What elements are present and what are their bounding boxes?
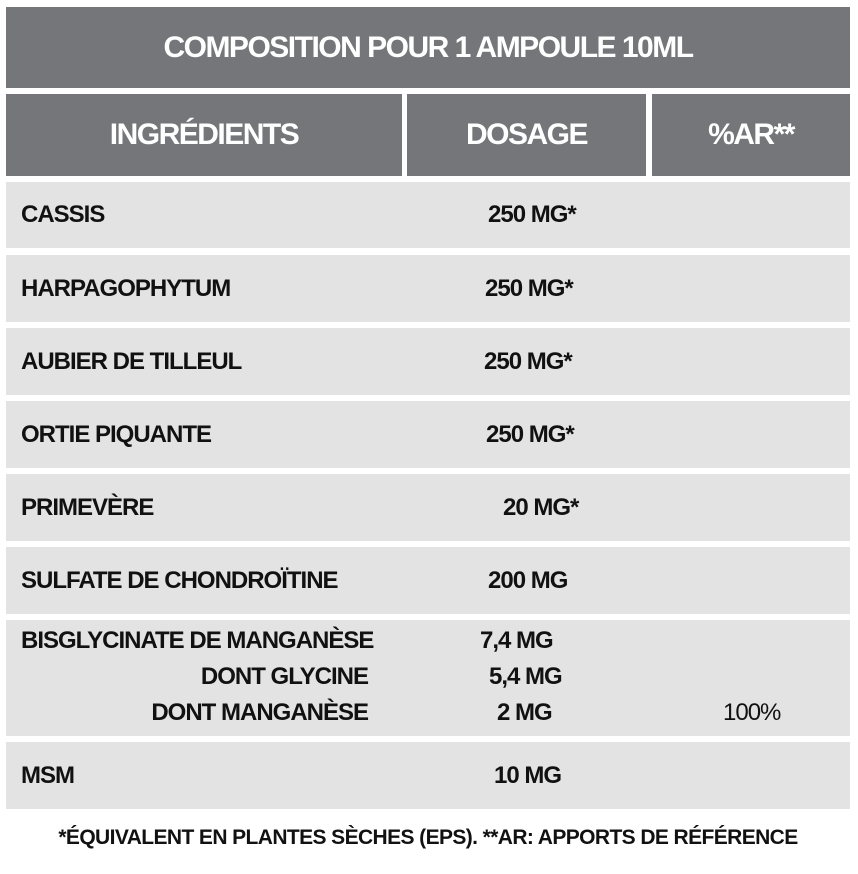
footnote: *ÉQUIVALENT EN PLANTES SÈCHES (EPS). **AR: APPORTS DE RÉFÉRENCE <box>58 826 798 849</box>
sub-ingredient-name: DONT GLYCINE <box>200 663 368 690</box>
dosage-value: 250 MG* <box>488 201 576 228</box>
table-title: COMPOSITION POUR 1 AMPOULE 10ML <box>6 7 850 88</box>
table-row <box>6 474 850 541</box>
dosage-value: 250 MG* <box>486 420 574 448</box>
header-dosage: DOSAGE <box>407 94 646 176</box>
header-ingredients: INGRÉDIENTS <box>6 94 402 176</box>
ingredient-name: SULFATE DE CHONDROÏTINE <box>21 566 338 594</box>
dosage-value: 250 MG* <box>484 347 572 375</box>
ingredient-name: HARPAGOPHYTUM <box>21 274 231 302</box>
table-row <box>6 182 850 248</box>
table-row <box>6 547 850 614</box>
table-row <box>6 255 850 322</box>
table-row <box>6 620 850 736</box>
dosage-value: 7,4 MG <box>480 627 553 654</box>
ingredient-name: CASSIS <box>21 201 105 228</box>
ingredient-name: MSM <box>21 761 74 789</box>
sub-dosage-value: 5,4 MG <box>489 663 562 690</box>
dosage-value: 250 MG* <box>485 274 573 302</box>
dosage-value: 20 MG* <box>503 493 579 521</box>
ingredient-name: BISGLYCINATE DE MANGANÈSE <box>21 627 374 654</box>
sub-dosage-value: 2 MG <box>497 699 552 726</box>
dosage-value: 200 MG <box>488 566 568 594</box>
table-row <box>6 328 850 395</box>
ingredient-name: PRIMEVÈRE <box>21 493 154 521</box>
ingredient-name: AUBIER DE TILLEUL <box>21 347 242 375</box>
table-row <box>6 742 850 809</box>
dosage-value: 10 MG <box>494 761 562 789</box>
ingredient-name: ORTIE PIQUANTE <box>21 420 212 448</box>
sub-ingredient-name: DONT MANGANÈSE <box>151 699 368 726</box>
ar-value: 100% <box>723 699 781 726</box>
table-row <box>6 401 850 468</box>
header-ar: %AR** <box>652 94 850 176</box>
